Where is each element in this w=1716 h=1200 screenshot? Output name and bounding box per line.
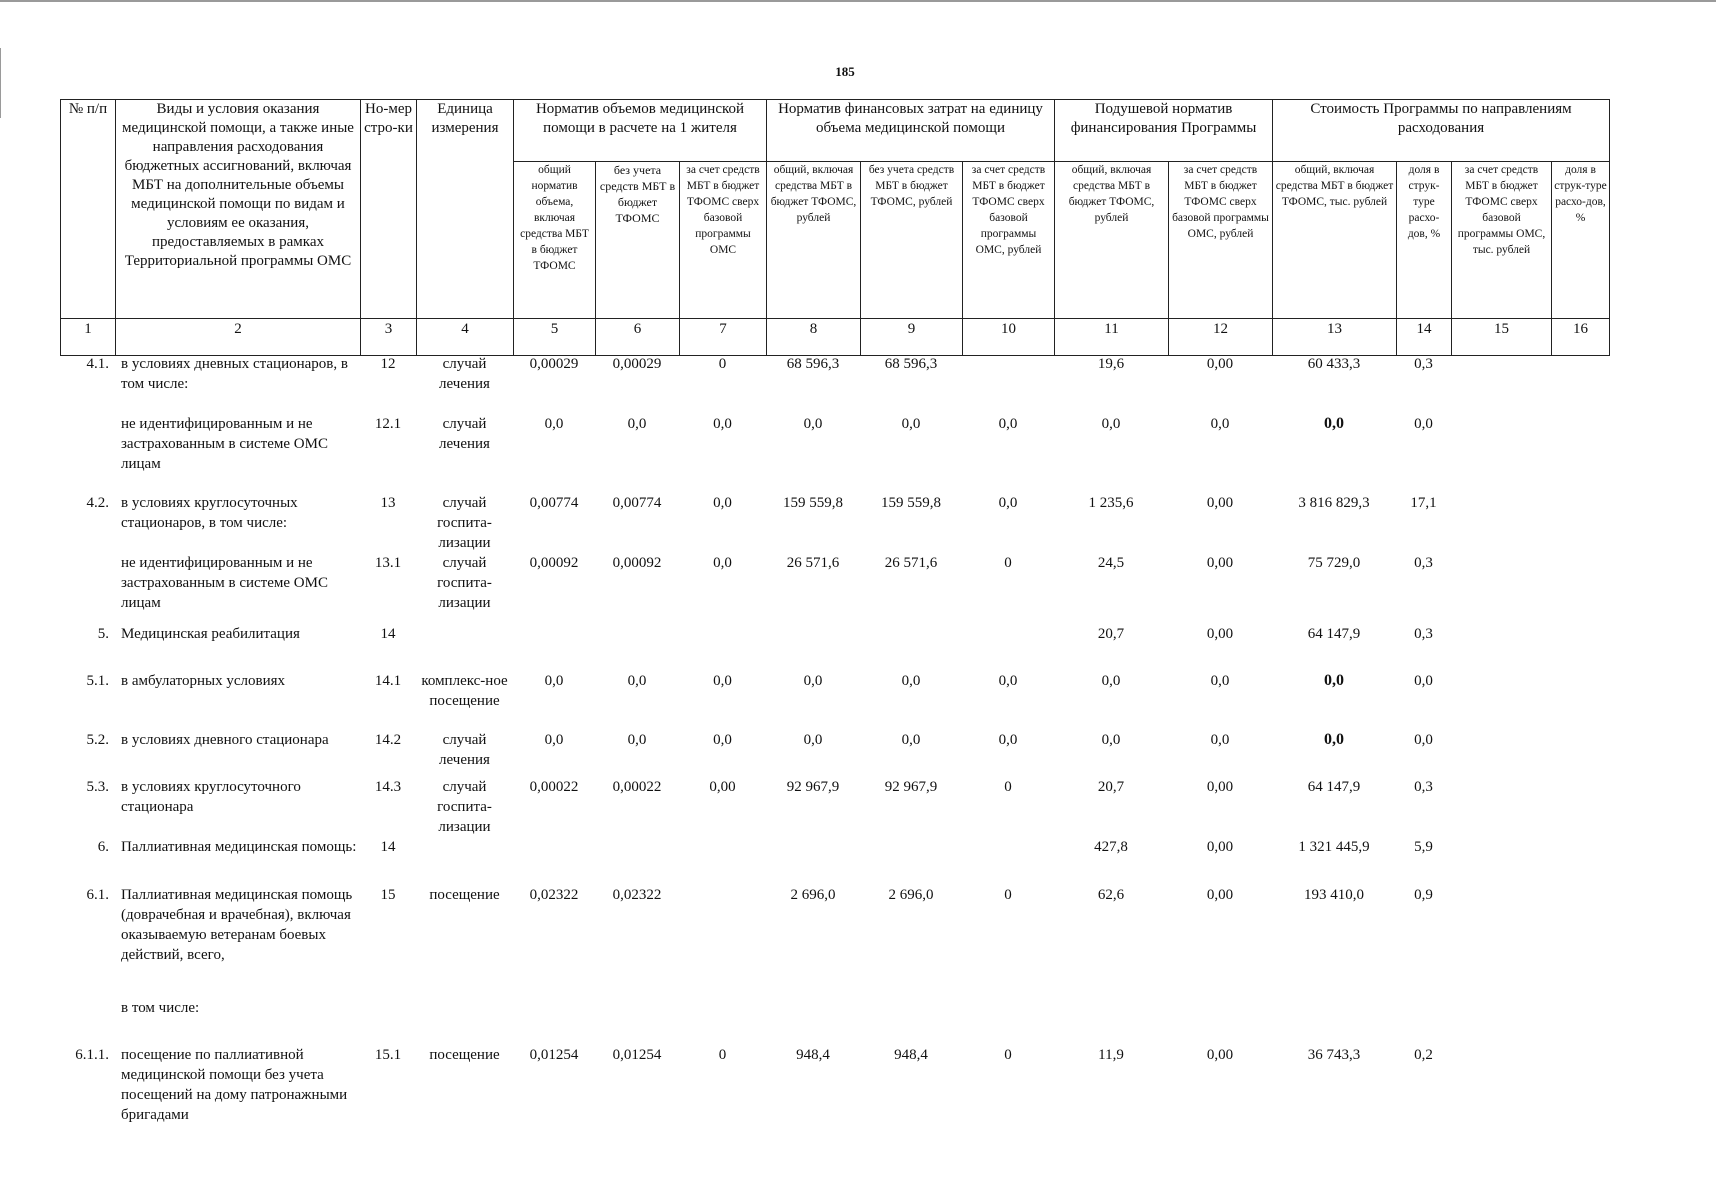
row-unit: посещение bbox=[429, 1047, 500, 1063]
cell-volume-total bbox=[513, 624, 595, 671]
cell-cost-total: 948,4 bbox=[796, 1047, 830, 1063]
row-number: 5.2. bbox=[86, 732, 109, 748]
cell-volume-mbt: 0,0 bbox=[713, 673, 732, 689]
row-name: не идентифицированным и не застрахованным в системе ОМС лицам bbox=[121, 416, 328, 472]
cell-capita-total: 0,0 bbox=[1101, 673, 1121, 689]
cell-cost-mbt: 0,0 bbox=[998, 673, 1018, 689]
table-row bbox=[60, 414, 1609, 493]
header-col-unit: Единица измерения bbox=[417, 100, 514, 319]
table-row bbox=[60, 354, 1609, 414]
cell-volume-total: 0,0 bbox=[544, 416, 564, 432]
header-col-name: Виды и условия оказания медицинской помощи, а также иные направления расходования бюджетных ассигнований, включая МБТ на дополнительные объемы медицинской помощи по видам и условиям ее оказания, предоставляемых в рамках Территориальной программы ОМС bbox=[116, 100, 361, 319]
cell-cost-mbt bbox=[962, 998, 1054, 1045]
header-col-12: за счет средств МБТ в бюджет ТФОМС сверх базовой программы ОМС, рублей bbox=[1169, 162, 1273, 319]
cell-program-mbt-share bbox=[1551, 730, 1609, 777]
cell-cost-mbt bbox=[962, 837, 1054, 885]
header-col-number: № п/п bbox=[61, 100, 116, 319]
row-number: 5. bbox=[97, 626, 109, 642]
header-col-8: общий, включая средства МБТ в бюджет ТФОМС, рублей bbox=[767, 162, 861, 319]
cell-program-mbt-share bbox=[1551, 493, 1609, 553]
cell-volume-total: 0,00774 bbox=[529, 495, 579, 511]
row-line-number: 12.1 bbox=[374, 416, 402, 432]
row-line-number: 14.1 bbox=[374, 673, 402, 689]
column-number: 3 bbox=[361, 319, 417, 356]
cell-capita-total: 1 235,6 bbox=[1088, 495, 1134, 511]
cell-program-cost: 193 410,0 bbox=[1304, 887, 1364, 903]
cell-program-mbt bbox=[1451, 1045, 1551, 1135]
row-name: в условиях круглосуточных стационаров, в том числе: bbox=[121, 495, 298, 531]
column-number: 14 bbox=[1397, 319, 1452, 356]
row-line-number bbox=[360, 998, 416, 1045]
cell-volume-no-mbt: 0,01254 bbox=[612, 1047, 662, 1063]
cell-volume-total bbox=[513, 837, 595, 885]
cell-program-mbt-share bbox=[1551, 777, 1609, 837]
row-number: 4.1. bbox=[86, 356, 109, 372]
header-col-9: без учета средств МБТ в бюджет ТФОМС, рублей bbox=[861, 162, 963, 319]
cell-program-cost: 64 147,9 bbox=[1307, 779, 1361, 795]
cell-capita-mbt: 0,00 bbox=[1206, 495, 1234, 511]
cell-volume-total: 0,00092 bbox=[529, 555, 579, 571]
cell-program-mbt-share bbox=[1551, 671, 1609, 730]
row-name: в условиях дневных стационаров, в том числе: bbox=[121, 356, 348, 392]
cell-capita-total: 427,8 bbox=[1094, 839, 1128, 855]
cell-program-mbt bbox=[1451, 730, 1551, 777]
cell-volume-mbt: 0,00 bbox=[709, 779, 736, 795]
cell-capita-mbt: 0,00 bbox=[1206, 356, 1234, 372]
column-number: 10 bbox=[963, 319, 1055, 356]
header-col-line: Но-мер стро-ки bbox=[361, 100, 417, 319]
header-col-10: за счет средств МБТ в бюджет ТФОМС сверх базовой программы ОМС, рублей bbox=[963, 162, 1055, 319]
table-row bbox=[60, 837, 1609, 885]
cell-program-mbt-share bbox=[1551, 998, 1609, 1045]
cell-capita-mbt: 0,00 bbox=[1206, 1047, 1234, 1063]
cell-capita-total: 20,7 bbox=[1097, 779, 1125, 795]
table-row bbox=[60, 1045, 1609, 1135]
column-number: 7 bbox=[680, 319, 767, 356]
cell-cost-no-mbt: 0,0 bbox=[901, 732, 921, 748]
cell-volume-total bbox=[513, 998, 595, 1045]
cell-capita-mbt bbox=[1168, 998, 1272, 1045]
row-unit: случай госпита-лизации bbox=[437, 495, 492, 551]
cell-program-share: 0,3 bbox=[1414, 626, 1433, 642]
cell-cost-no-mbt bbox=[860, 837, 962, 885]
row-line-number: 14 bbox=[380, 626, 396, 642]
cell-volume-no-mbt: 0,0 bbox=[627, 732, 647, 748]
header-col-15: за счет средств МБТ в бюджет ТФОМС сверх базовой программы ОМС, тыс. рублей bbox=[1452, 162, 1552, 319]
header-col-13: общий, включая средства МБТ в бюджет ТФОМС, тыс. рублей bbox=[1273, 162, 1397, 319]
row-number bbox=[60, 414, 115, 493]
cell-cost-no-mbt: 0,0 bbox=[901, 416, 921, 432]
row-number: 5.3. bbox=[86, 779, 109, 795]
table-row bbox=[60, 493, 1609, 553]
row-name: Паллиативная медицинская помощь: bbox=[121, 839, 357, 855]
cell-cost-mbt: 0 bbox=[1004, 887, 1012, 903]
cell-volume-mbt: 0,0 bbox=[713, 732, 732, 748]
cell-capita-mbt: 0,0 bbox=[1210, 673, 1230, 689]
cell-capita-mbt: 0,00 bbox=[1206, 555, 1234, 571]
cell-program-cost: 0,0 bbox=[1324, 731, 1344, 748]
cell-volume-no-mbt: 0,00774 bbox=[612, 495, 662, 511]
row-unit: посещение bbox=[429, 887, 500, 903]
cell-program-share: 0,3 bbox=[1414, 555, 1433, 571]
cell-volume-mbt: 0,0 bbox=[713, 555, 732, 571]
cell-program-cost: 36 743,3 bbox=[1307, 1047, 1361, 1063]
cell-program-mbt bbox=[1451, 671, 1551, 730]
cell-cost-no-mbt: 2 696,0 bbox=[888, 887, 934, 903]
cell-program-share: 17,1 bbox=[1410, 495, 1437, 511]
cell-program-cost: 1 321 445,9 bbox=[1298, 839, 1370, 855]
row-unit bbox=[416, 837, 513, 885]
cell-program-mbt bbox=[1451, 777, 1551, 837]
cell-program-share: 0,9 bbox=[1414, 887, 1433, 903]
cell-cost-total: 92 967,9 bbox=[786, 779, 840, 795]
header-group-volume: Норматив объемов медицинской помощи в расчете на 1 жителя bbox=[514, 100, 767, 162]
row-number: 6.1. bbox=[86, 887, 109, 903]
row-unit: комплекс-ное посещение bbox=[421, 673, 508, 709]
row-name: в амбулаторных условиях bbox=[121, 673, 286, 689]
row-unit: случай госпита-лизации bbox=[437, 779, 492, 835]
cell-cost-no-mbt bbox=[860, 998, 962, 1045]
row-name: Медицинская реабилитация bbox=[121, 626, 300, 642]
table-body bbox=[60, 354, 1609, 1135]
header-col-5: общий норматив объема, включая средства МБТ в бюджет ТФОМС bbox=[514, 162, 596, 319]
cell-capita-total: 0,0 bbox=[1101, 732, 1121, 748]
row-unit: случай лечения bbox=[439, 732, 490, 768]
cell-capita-mbt: 0,0 bbox=[1210, 416, 1230, 432]
header-group-cost: Норматив финансовых затрат на единицу объема медицинской помощи bbox=[767, 100, 1055, 162]
cell-program-mbt-share bbox=[1551, 414, 1609, 493]
cell-cost-no-mbt: 26 571,6 bbox=[884, 555, 938, 571]
cell-cost-mbt bbox=[962, 624, 1054, 671]
cell-volume-mbt bbox=[679, 837, 766, 885]
table-row bbox=[60, 998, 1609, 1045]
cell-capita-total: 11,9 bbox=[1098, 1047, 1124, 1063]
row-name: в условиях дневного стационара bbox=[121, 732, 329, 748]
cell-cost-mbt: 0 bbox=[1004, 779, 1012, 795]
page-number: 185 bbox=[835, 64, 855, 79]
cell-volume-mbt bbox=[679, 624, 766, 671]
cell-program-share bbox=[1396, 998, 1451, 1045]
column-number: 11 bbox=[1055, 319, 1169, 356]
cell-volume-no-mbt bbox=[595, 837, 679, 885]
cell-cost-total bbox=[766, 624, 860, 671]
cell-program-mbt-share bbox=[1551, 553, 1609, 624]
column-number: 8 bbox=[767, 319, 861, 356]
cell-cost-no-mbt: 92 967,9 bbox=[884, 779, 938, 795]
header-col-6: без учета средств МБТ в бюджет ТФОМС bbox=[596, 162, 680, 319]
row-line-number: 12 bbox=[380, 356, 396, 372]
cell-cost-no-mbt: 159 559,8 bbox=[881, 495, 941, 511]
cell-volume-mbt: 0,0 bbox=[713, 416, 732, 432]
cell-volume-mbt: 0,0 bbox=[713, 495, 732, 511]
cell-program-cost: 0,0 bbox=[1324, 672, 1344, 689]
row-number: 6. bbox=[97, 839, 109, 855]
cell-cost-mbt bbox=[962, 354, 1054, 414]
row-line-number: 13.1 bbox=[374, 555, 402, 571]
cell-program-mbt bbox=[1451, 493, 1551, 553]
column-number: 1 bbox=[61, 319, 116, 356]
cell-capita-total: 0,0 bbox=[1101, 416, 1121, 432]
cell-program-mbt-share bbox=[1551, 354, 1609, 414]
row-number bbox=[60, 998, 115, 1045]
row-name: посещение по паллиативной медицинской помощи без учета посещений на дому патронажными бригадами bbox=[121, 1047, 348, 1123]
header-col-7: за счет средств МБТ в бюджет ТФОМС сверх базовой программы ОМС bbox=[680, 162, 767, 319]
cell-volume-total: 0,02322 bbox=[529, 887, 579, 903]
cell-program-cost: 64 147,9 bbox=[1307, 626, 1361, 642]
row-line-number: 15.1 bbox=[374, 1047, 402, 1063]
row-line-number: 14.3 bbox=[374, 779, 402, 795]
cell-program-share: 0,0 bbox=[1414, 673, 1433, 689]
cell-program-share: 0,0 bbox=[1414, 416, 1433, 432]
row-line-number: 13 bbox=[380, 495, 396, 511]
column-number: 2 bbox=[116, 319, 361, 356]
column-number: 15 bbox=[1452, 319, 1552, 356]
row-line-number: 15 bbox=[380, 887, 396, 903]
cell-volume-total: 0,00022 bbox=[529, 779, 579, 795]
cell-cost-mbt: 0,0 bbox=[998, 495, 1018, 511]
cell-volume-total: 0,0 bbox=[544, 673, 564, 689]
cell-capita-mbt: 0,00 bbox=[1206, 779, 1234, 795]
cell-cost-total bbox=[766, 998, 860, 1045]
cell-volume-no-mbt: 0,00022 bbox=[612, 779, 662, 795]
cell-program-mbt-share bbox=[1551, 837, 1609, 885]
cell-cost-total: 159 559,8 bbox=[783, 495, 843, 511]
cell-cost-total: 2 696,0 bbox=[790, 887, 836, 903]
cell-cost-no-mbt bbox=[860, 624, 962, 671]
cell-program-mbt bbox=[1451, 414, 1551, 493]
scan-border-left bbox=[0, 48, 1, 118]
cell-volume-mbt bbox=[679, 998, 766, 1045]
cell-capita-total: 20,7 bbox=[1097, 626, 1125, 642]
row-number: 5.1. bbox=[86, 673, 109, 689]
row-unit: случай лечения bbox=[439, 416, 490, 452]
column-number: 5 bbox=[514, 319, 596, 356]
cell-capita-mbt: 0,00 bbox=[1206, 626, 1234, 642]
cell-volume-no-mbt: 0,0 bbox=[627, 416, 647, 432]
table-row bbox=[60, 624, 1609, 671]
cell-program-cost: 75 729,0 bbox=[1307, 555, 1361, 571]
row-name: не идентифицированным и не застрахованным в системе ОМС лицам bbox=[121, 555, 328, 611]
cell-volume-no-mbt: 0,0 bbox=[627, 673, 647, 689]
header-group-capita: Подушевой норматив финансирования Программы bbox=[1055, 100, 1273, 162]
cell-volume-mbt: 0 bbox=[718, 1047, 727, 1063]
cell-program-mbt bbox=[1451, 553, 1551, 624]
cell-program-cost: 60 433,3 bbox=[1307, 356, 1361, 372]
cell-cost-total: 68 596,3 bbox=[786, 356, 840, 372]
cell-cost-total bbox=[766, 837, 860, 885]
cell-cost-mbt: 0 bbox=[1004, 1047, 1012, 1063]
row-unit: случай госпита-лизации bbox=[437, 555, 492, 611]
cell-cost-mbt: 0,0 bbox=[998, 732, 1018, 748]
column-number: 12 bbox=[1169, 319, 1273, 356]
cell-volume-no-mbt bbox=[595, 624, 679, 671]
cell-capita-total: 24,5 bbox=[1097, 555, 1125, 571]
row-unit: случай лечения bbox=[439, 356, 490, 392]
table-header bbox=[60, 99, 1610, 356]
cell-program-mbt bbox=[1451, 354, 1551, 414]
header-group-total: Стоимость Программы по направлениям расходования bbox=[1273, 100, 1610, 162]
cell-program-share: 0,0 bbox=[1414, 732, 1433, 748]
cell-program-share: 0,3 bbox=[1414, 779, 1433, 795]
cell-cost-total: 26 571,6 bbox=[786, 555, 840, 571]
cell-capita-mbt: 0,00 bbox=[1206, 887, 1234, 903]
cell-program-share: 0,2 bbox=[1414, 1047, 1433, 1063]
cell-capita-mbt: 0,0 bbox=[1210, 732, 1230, 748]
row-name: Паллиативная медицинская помощь (доврачебная и врачебная), включая оказываемую ветеранам боевых действий, всего, bbox=[121, 887, 353, 963]
cell-capita-mbt: 0,00 bbox=[1206, 839, 1234, 855]
cell-cost-no-mbt: 0,0 bbox=[901, 673, 921, 689]
cell-volume-no-mbt bbox=[595, 998, 679, 1045]
row-name: в условиях круглосуточного стационара bbox=[121, 779, 301, 815]
cell-cost-mbt: 0 bbox=[1004, 555, 1012, 571]
cell-volume-mbt: 0 bbox=[718, 356, 727, 372]
cell-program-mbt-share bbox=[1551, 1045, 1609, 1135]
cell-cost-total: 0,0 bbox=[803, 732, 823, 748]
cell-capita-total bbox=[1054, 998, 1168, 1045]
table-row bbox=[60, 730, 1609, 777]
header-col-16: доля в струк-туре расхо-дов, % bbox=[1552, 162, 1610, 319]
cell-volume-no-mbt: 0,00092 bbox=[612, 555, 662, 571]
cell-program-cost bbox=[1272, 998, 1396, 1045]
scan-border-top bbox=[0, 0, 1716, 2]
cell-program-mbt-share bbox=[1551, 885, 1609, 998]
cell-program-cost: 0,0 bbox=[1324, 415, 1344, 432]
row-unit bbox=[416, 998, 513, 1045]
cell-cost-mbt: 0,0 bbox=[998, 416, 1018, 432]
cell-capita-total: 19,6 bbox=[1097, 356, 1125, 372]
table-row bbox=[60, 553, 1609, 624]
cell-program-mbt bbox=[1451, 885, 1551, 998]
cell-volume-no-mbt: 0,02322 bbox=[612, 887, 662, 903]
cell-cost-total: 0,0 bbox=[803, 673, 823, 689]
cell-capita-total: 62,6 bbox=[1097, 887, 1125, 903]
cell-cost-no-mbt: 68 596,3 bbox=[884, 356, 938, 372]
column-number: 6 bbox=[596, 319, 680, 356]
column-number: 16 bbox=[1552, 319, 1610, 356]
row-number: 4.2. bbox=[86, 495, 109, 511]
cell-program-mbt-share bbox=[1551, 624, 1609, 671]
row-line-number: 14 bbox=[380, 839, 396, 855]
cell-cost-total: 0,0 bbox=[803, 416, 823, 432]
row-number: 6.1.1. bbox=[75, 1047, 109, 1063]
header-col-11: общий, включая средства МБТ в бюджет ТФОМС, рублей bbox=[1055, 162, 1169, 319]
cell-program-share: 0,3 bbox=[1414, 356, 1433, 372]
row-name: в том числе: bbox=[121, 1000, 200, 1016]
column-number: 13 bbox=[1273, 319, 1397, 356]
table-row bbox=[60, 671, 1609, 730]
cell-volume-no-mbt: 0,00029 bbox=[612, 356, 662, 372]
header-col-14: доля в струк-туре расхо-дов, % bbox=[1397, 162, 1452, 319]
column-number: 9 bbox=[861, 319, 963, 356]
cell-program-share: 5,9 bbox=[1414, 839, 1433, 855]
cell-volume-mbt bbox=[679, 885, 766, 998]
table-row bbox=[60, 777, 1609, 837]
cell-program-mbt bbox=[1451, 837, 1551, 885]
cell-program-mbt bbox=[1451, 624, 1551, 671]
row-number bbox=[60, 553, 115, 624]
cell-program-cost: 3 816 829,3 bbox=[1298, 495, 1370, 511]
cell-volume-total: 0,00029 bbox=[529, 356, 579, 372]
column-number-row bbox=[61, 319, 1610, 356]
cell-volume-total: 0,0 bbox=[544, 732, 564, 748]
column-number: 4 bbox=[417, 319, 514, 356]
cell-program-mbt bbox=[1451, 998, 1551, 1045]
cell-volume-total: 0,01254 bbox=[529, 1047, 579, 1063]
table-row bbox=[60, 885, 1609, 998]
row-unit bbox=[416, 624, 513, 671]
row-line-number: 14.2 bbox=[374, 732, 402, 748]
cell-cost-no-mbt: 948,4 bbox=[894, 1047, 928, 1063]
